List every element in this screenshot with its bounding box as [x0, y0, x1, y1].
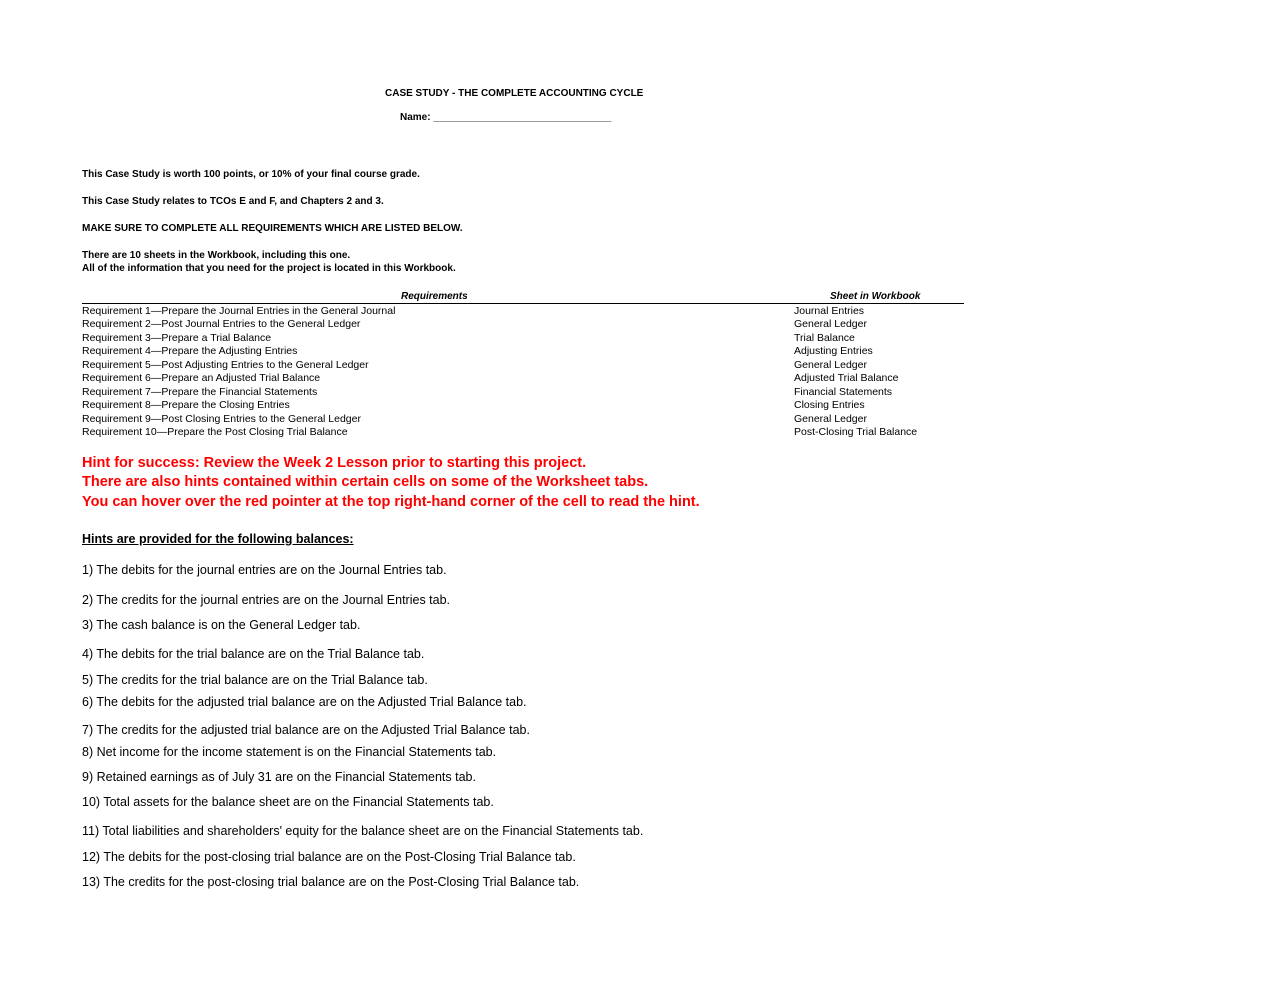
- hint-banner-line: You can hover over the red pointer at the top right-hand corner of the cell to read the hint.: [82, 494, 700, 510]
- document-title: CASE STUDY - THE COMPLETE ACCOUNTING CYCLE: [385, 88, 644, 99]
- requirement-cell: Requirement 7—Prepare the Financial Statements: [82, 386, 318, 398]
- requirement-cell: Requirement 8—Prepare the Closing Entries: [82, 399, 290, 411]
- sheet-cell: Trial Balance: [794, 332, 855, 344]
- sheet-column-header: Sheet in Workbook: [830, 291, 921, 302]
- info-line: All of the information that you need for the project is located in this Workbook.: [82, 263, 456, 274]
- hint-item: 7) The credits for the adjusted trial balance are on the Adjusted Trial Balance tab.: [82, 723, 530, 737]
- requirement-cell: Requirement 3—Prepare a Trial Balance: [82, 332, 272, 344]
- hint-item: 10) Total assets for the balance sheet are on the Financial Statements tab.: [82, 795, 494, 809]
- hint-item: 2) The credits for the journal entries are on the Journal Entries tab.: [82, 593, 451, 607]
- sheet-cell: General Ledger: [794, 359, 867, 371]
- requirements-column-header: Requirements: [401, 291, 468, 302]
- sheet-cell: Adjusted Trial Balance: [794, 372, 899, 384]
- header-divider: [82, 303, 964, 304]
- requirement-cell: Requirement 1—Prepare the Journal Entries in the General Journal: [82, 305, 396, 317]
- requirement-cell: Requirement 6—Prepare an Adjusted Trial Balance: [82, 372, 321, 384]
- name-field-line: Name: ________________________________: [400, 112, 612, 123]
- requirement-cell: Requirement 9—Post Closing Entries to the General Ledger: [82, 413, 361, 425]
- requirement-cell: Requirement 5—Post Adjusting Entries to the General Ledger: [82, 359, 369, 371]
- hint-item: 1) The debits for the journal entries are on the Journal Entries tab.: [82, 563, 447, 577]
- hint-item: 9) Retained earnings as of July 31 are on the Financial Statements tab.: [82, 770, 476, 784]
- sheet-cell: General Ledger: [794, 413, 867, 425]
- requirement-cell: Requirement 2—Post Journal Entries to the General Ledger: [82, 318, 361, 330]
- info-line: There are 10 sheets in the Workbook, including this one.: [82, 250, 351, 261]
- info-line: This Case Study is worth 100 points, or 10% of your final course grade.: [82, 169, 420, 180]
- hint-item: 5) The credits for the trial balance are on the Trial Balance tab.: [82, 673, 428, 687]
- sheet-cell: Closing Entries: [794, 399, 865, 411]
- sheet-cell: Journal Entries: [794, 305, 865, 317]
- hint-item: 6) The debits for the adjusted trial balance are on the Adjusted Trial Balance tab.: [82, 695, 527, 709]
- hint-item: 8) Net income for the income statement is on the Financial Statements tab.: [82, 745, 497, 759]
- info-line: This Case Study relates to TCOs E and F, and Chapters 2 and 3.: [82, 196, 384, 207]
- requirement-cell: Requirement 10—Prepare the Post Closing Trial Balance: [82, 426, 348, 438]
- hint-item: 12) The debits for the post-closing trial balance are on the Post-Closing Trial Balance tab.: [82, 850, 576, 864]
- sheet-cell: General Ledger: [794, 318, 867, 330]
- hint-banner-line: Hint for success: Review the Week 2 Lesson prior to starting this project.: [82, 455, 587, 471]
- hint-item: 13) The credits for the post-closing trial balance are on the Post-Closing Trial Balance tab.: [82, 875, 580, 889]
- hint-item: 3) The cash balance is on the General Ledger tab.: [82, 618, 361, 632]
- sheet-cell: Post-Closing Trial Balance: [794, 426, 918, 438]
- hints-heading: Hints are provided for the following balances:: [82, 532, 354, 546]
- hint-banner-line: There are also hints contained within certain cells on some of the Worksheet tabs.: [82, 474, 649, 490]
- hint-item: 11) Total liabilities and shareholders' equity for the balance sheet are on the Financial Statements tab.: [82, 824, 644, 838]
- sheet-cell: Financial Statements: [794, 386, 893, 398]
- sheet-cell: Adjusting Entries: [794, 345, 873, 357]
- info-line: MAKE SURE TO COMPLETE ALL REQUIREMENTS WHICH ARE LISTED BELOW.: [82, 223, 463, 234]
- hint-item: 4) The debits for the trial balance are on the Trial Balance tab.: [82, 647, 425, 661]
- requirement-cell: Requirement 4—Prepare the Adjusting Entries: [82, 345, 298, 357]
